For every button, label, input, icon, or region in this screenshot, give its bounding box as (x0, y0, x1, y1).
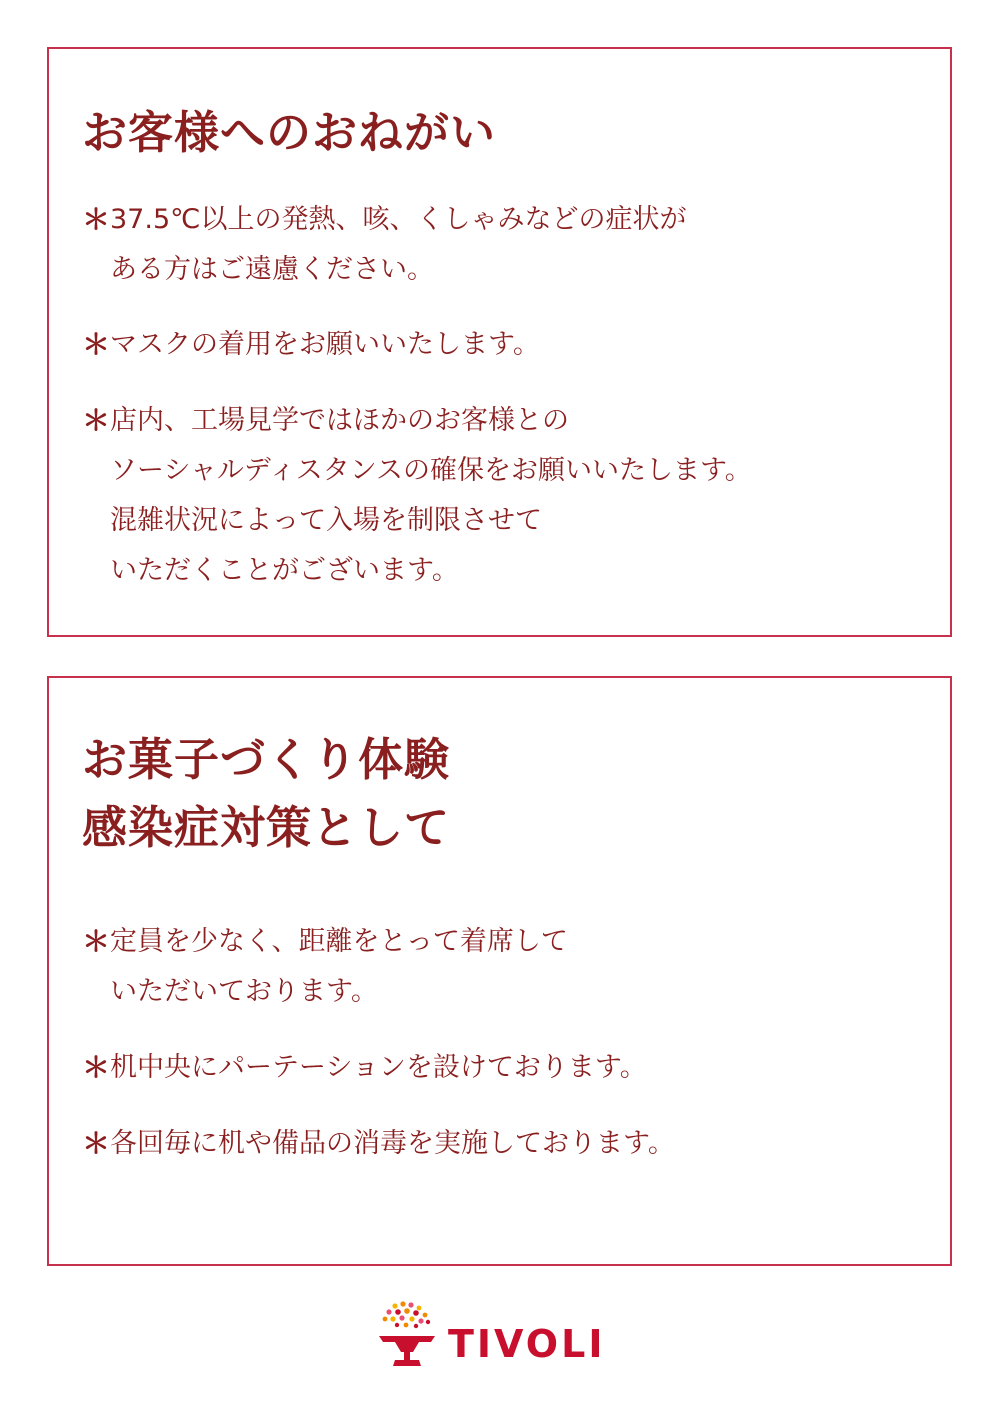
list-item-text: 店内、工場見学ではほかのお客様との (110, 405, 569, 436)
panel-title (82, 726, 450, 862)
list-item-text: ある方はご遠慮ください。 (110, 254, 434, 285)
list-item-text: 混雑状況によって入場を制限させて (110, 505, 542, 536)
list-item-text: 机中央にパーテーションを設けております。 (110, 1052, 647, 1083)
workshop-measures-panel (47, 676, 952, 1266)
list-item-text: ソーシャルディスタンスの確保をお願いいたします。 (110, 455, 752, 486)
fountain-flower-icon (373, 1300, 443, 1370)
panel-title-line: お菓子づくり体験 (82, 733, 451, 786)
tivoli-logo (373, 1300, 633, 1370)
asterisk-bullet-icon: ＊ (82, 203, 111, 236)
asterisk-bullet-icon: ＊ (82, 1127, 111, 1160)
customer-requests-panel (47, 47, 952, 637)
list-item-text: 37.5℃以上の発熱、咳、くしゃみなどの症状が (110, 204, 687, 235)
asterisk-bullet-icon: ＊ (82, 1051, 111, 1084)
asterisk-bullet-icon: ＊ (82, 404, 111, 437)
list-item-text: 定員を少なく、距離をとって着席して (110, 926, 568, 957)
list-item-text: 各回毎に机や備品の消毒を実施しております。 (110, 1128, 675, 1159)
asterisk-bullet-icon: ＊ (82, 328, 111, 361)
brand-name: TIVOLI (448, 1322, 606, 1366)
asterisk-bullet-icon: ＊ (82, 925, 111, 958)
list-item-text: マスクの着用をお願いいたします。 (110, 329, 540, 360)
panel-title: お客様へのおねがい (82, 106, 497, 159)
list-item-text: いただくことがございます。 (110, 555, 459, 586)
panel-title-line: 感染症対策として (82, 801, 451, 854)
list-item-text: いただいております。 (110, 976, 378, 1007)
